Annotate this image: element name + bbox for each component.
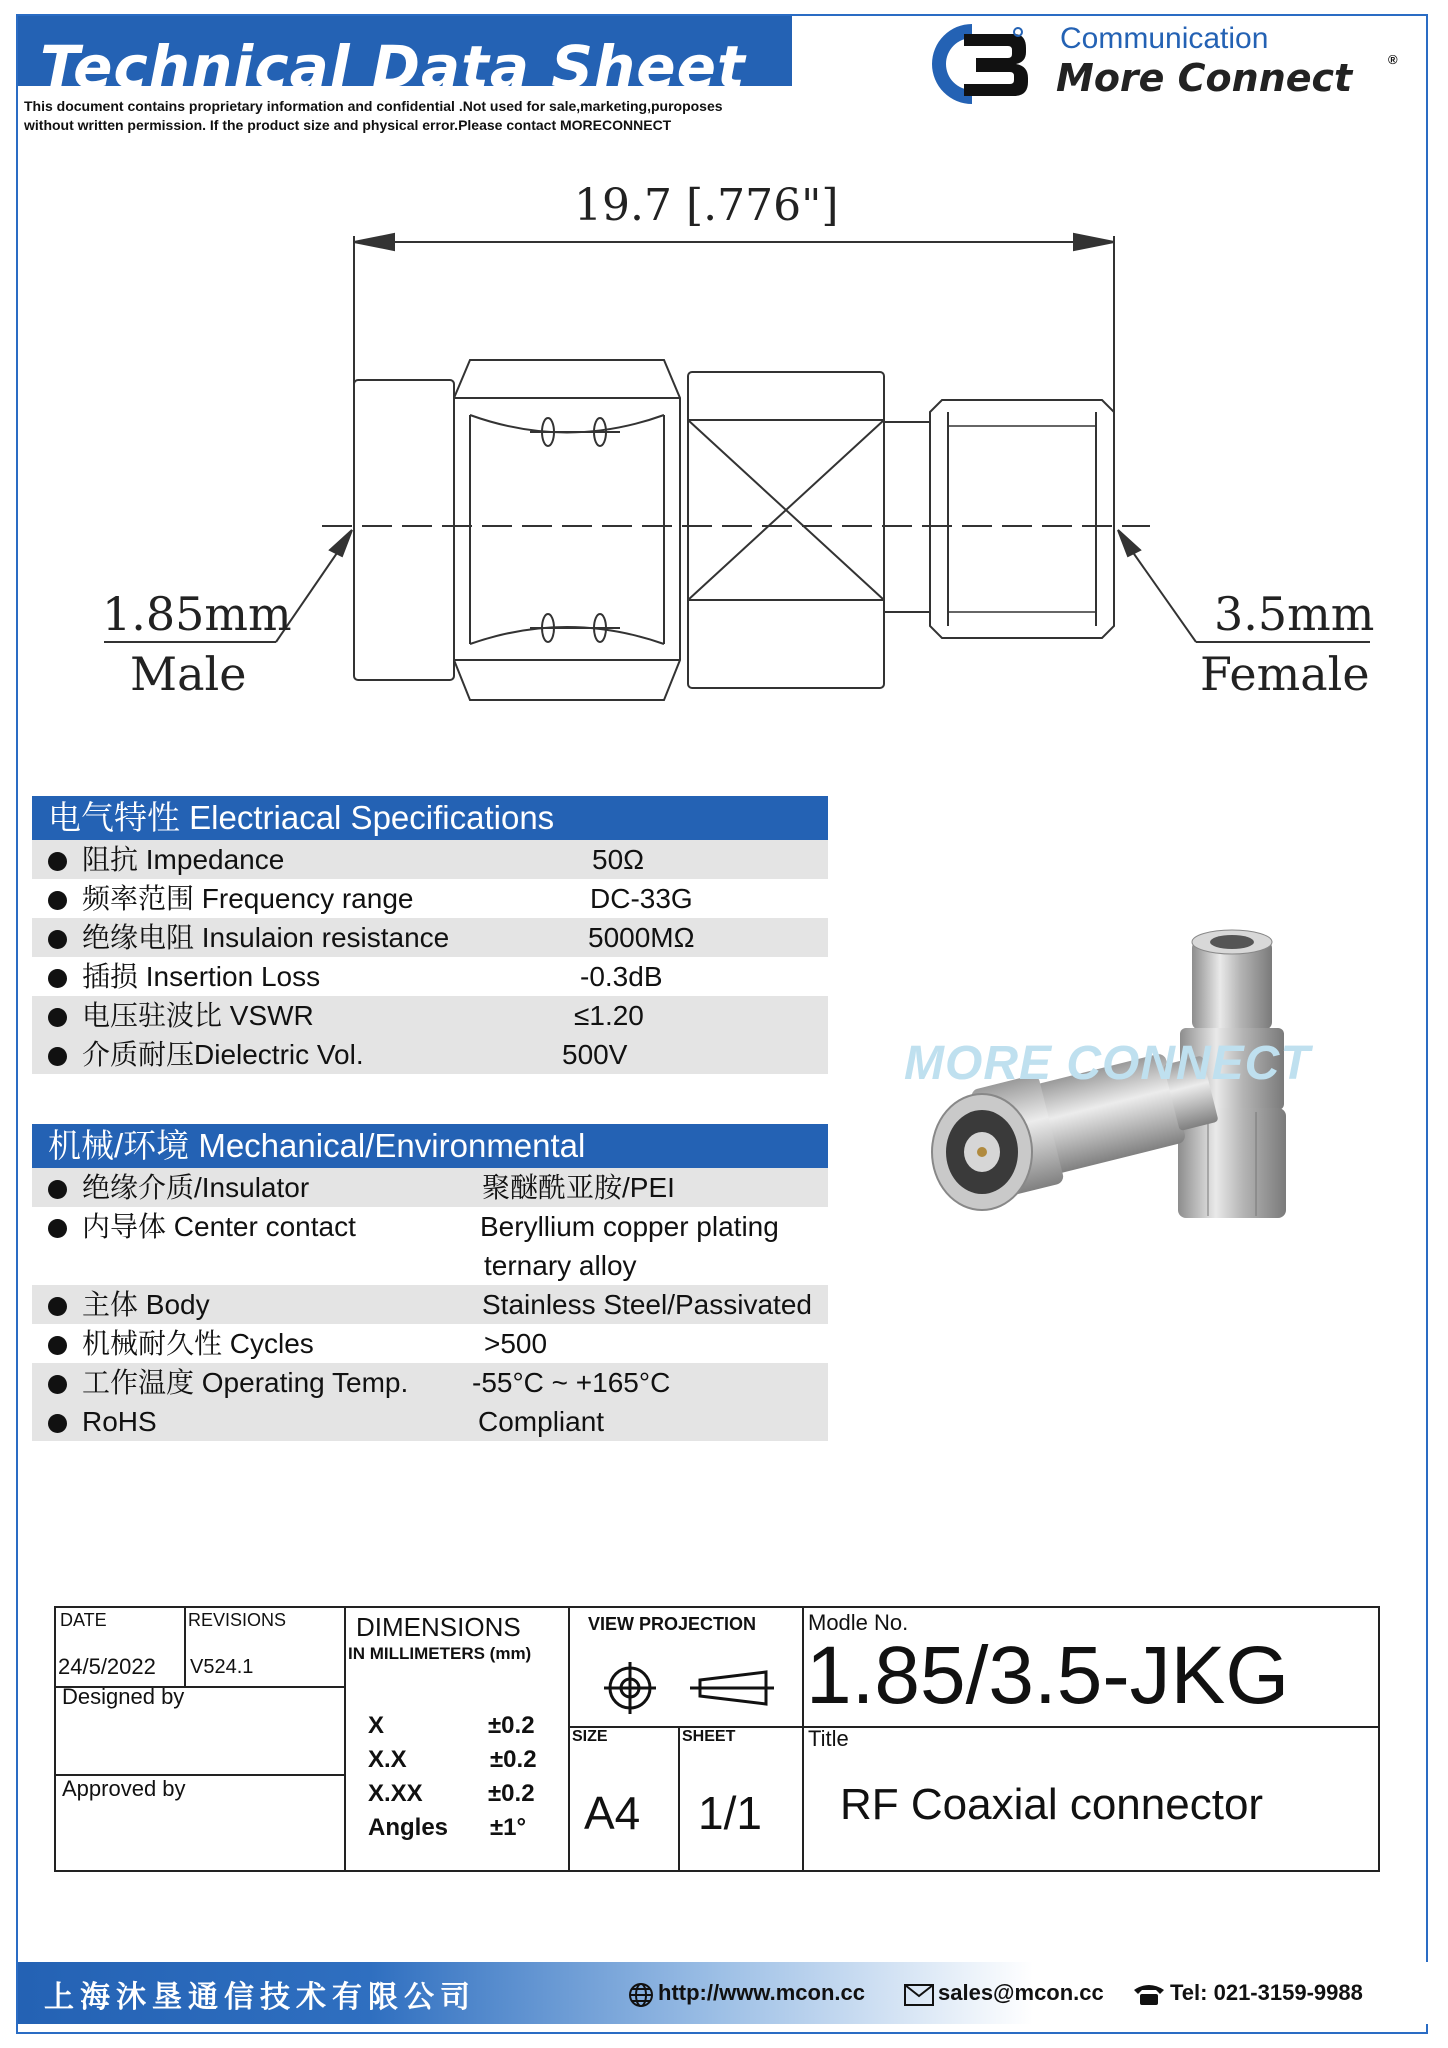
- spec-label: 电压驻波比 VSWR: [82, 1000, 314, 1031]
- spec-value: DC-33G: [590, 883, 693, 914]
- spec-row: [32, 1035, 828, 1074]
- tolerance-value: ±1°: [490, 1814, 527, 1841]
- spec-value: -55°C ~ +165°C: [472, 1367, 671, 1398]
- revisions-label: REVISIONS: [188, 1610, 287, 1630]
- spec-label: 内导体 Center contact: [82, 1211, 356, 1242]
- spec-label: 绝缘电阻 Insulaion resistance: [82, 922, 450, 953]
- spec-row: [32, 1285, 828, 1324]
- watermark: MORE CONNECT: [904, 1037, 1311, 1090]
- mechanical-heading: 机械/环境 Mechanical/Environmental: [32, 1124, 828, 1168]
- phone-number: Tel: 021-3159-9988: [1170, 1980, 1363, 2005]
- left-gender-label: Male: [130, 647, 247, 701]
- phone-icon: [1132, 1982, 1166, 2006]
- spec-label: 阻抗 Impedance: [82, 844, 285, 875]
- spec-row: [32, 1363, 828, 1402]
- spec-value: 聚醚酰亚胺/PEI: [482, 1172, 675, 1203]
- title-bar: [18, 16, 792, 101]
- spec-label: RoHS: [82, 1406, 157, 1437]
- spec-value: >500: [484, 1328, 548, 1359]
- registered-mark: ®: [1388, 52, 1398, 67]
- disclaimer-line-2: without written permission. If the product size and physical error.Please contact MORECONNECT: [24, 117, 672, 133]
- bullet-icon: [48, 1336, 67, 1355]
- approved-by-label: Approved by: [62, 1776, 186, 1801]
- spec-row: [32, 1168, 828, 1207]
- spec-value: 50Ω: [592, 844, 645, 875]
- date-label: DATE: [60, 1610, 107, 1630]
- title-value: RF Coaxial connector: [840, 1780, 1264, 1829]
- email-link[interactable]: sales@mcon.cc: [938, 1980, 1104, 2005]
- spec-row: [32, 918, 828, 957]
- bullet-icon: [48, 1047, 67, 1066]
- spec-row: [32, 1324, 828, 1363]
- spec-label: 绝缘介质/Insulator: [82, 1172, 310, 1203]
- bullet-icon: [48, 969, 67, 988]
- mechanical-spec-table: [32, 1124, 828, 1441]
- spec-value: Stainless Steel/Passivated: [482, 1289, 812, 1320]
- model-label: Modle No.: [808, 1610, 909, 1635]
- spec-value-line-2: ternary alloy: [484, 1250, 637, 1281]
- tolerance-value: ±0.2: [490, 1746, 537, 1773]
- disclaimer-line-1: This document contains proprietary information and confidential .Not used for sale,marketing,puroposes: [24, 98, 723, 114]
- title-label: Title: [808, 1726, 849, 1751]
- model-value: 1.85/3.5-JKG: [806, 1630, 1290, 1721]
- spec-row: [32, 957, 828, 996]
- brand-communication: Communication: [1060, 22, 1269, 55]
- bullet-icon: [48, 1414, 67, 1433]
- spec-label: 介质耐压Dielectric Vol.: [82, 1039, 364, 1070]
- dimensions-unit: IN MILLIMETERS (mm): [348, 1644, 532, 1663]
- spec-label: 频率范围 Frequency range: [82, 883, 414, 914]
- spec-value: 500V: [562, 1039, 628, 1070]
- page-title: Technical Data Sheet: [40, 33, 746, 101]
- website-link[interactable]: http://www.mcon.cc: [658, 1980, 865, 2005]
- view-projection-label: VIEW PROJECTION: [588, 1614, 757, 1634]
- tolerance-key: X: [368, 1712, 385, 1739]
- brand-more-connect: More Connect: [1056, 56, 1353, 100]
- tolerance-key: Angles: [368, 1814, 449, 1841]
- spec-label: 工作温度 Operating Temp.: [82, 1367, 409, 1398]
- bullet-icon: [48, 1008, 67, 1027]
- dimensions-label: DIMENSIONS: [356, 1612, 521, 1642]
- size-value: A4: [584, 1787, 641, 1839]
- bullet-icon: [48, 1297, 67, 1316]
- spec-row: [32, 879, 828, 918]
- spec-row: [32, 840, 828, 879]
- company-name: 上海沐垦通信技术有限公司: [44, 1980, 476, 2015]
- spec-label: 插损 Insertion Loss: [82, 961, 321, 992]
- bullet-icon: [48, 852, 67, 871]
- mail-icon: [904, 1984, 934, 2006]
- spec-row: [32, 1207, 828, 1285]
- bullet-icon: [48, 1219, 67, 1238]
- electrical-spec-table: [32, 796, 828, 1074]
- overall-dimension: 19.7 [.776"]: [574, 180, 839, 231]
- spec-value: 5000MΩ: [588, 922, 695, 953]
- spec-value: ≤1.20: [574, 1000, 644, 1031]
- spec-label: 主体 Body: [82, 1289, 210, 1320]
- mc-logo-icon: [914, 20, 1032, 108]
- right-size-label: 3.5mm: [1214, 587, 1375, 641]
- electrical-heading: 电气特性 Electriacal Specifications: [32, 796, 828, 840]
- tolerance-key: X.X: [368, 1746, 407, 1773]
- projection-symbol-icon: [590, 1652, 780, 1722]
- right-gender-label: Female: [1200, 647, 1370, 701]
- connector-drawing: [0, 160, 1448, 720]
- title-block: [54, 1606, 1380, 1872]
- spec-row: [32, 1402, 828, 1441]
- globe-icon: [628, 1982, 654, 2008]
- bullet-icon: [48, 1180, 67, 1199]
- tolerance-key: X.XX: [368, 1780, 423, 1807]
- sheet-label: SHEET: [682, 1728, 736, 1745]
- disclaimer: [24, 97, 804, 135]
- spec-value: Compliant: [478, 1406, 605, 1437]
- tolerance-value: ±0.2: [488, 1780, 535, 1807]
- date-value: 24/5/2022: [58, 1654, 156, 1679]
- revisions-value: V524.1: [190, 1656, 254, 1678]
- spec-value: Beryllium copper plating: [480, 1211, 779, 1242]
- bullet-icon: [48, 930, 67, 949]
- left-size-label: 1.85mm: [102, 587, 292, 641]
- tolerance-value: ±0.2: [488, 1712, 535, 1739]
- spec-value: -0.3dB: [580, 961, 663, 992]
- spec-row: [32, 996, 828, 1035]
- designed-by-label: Designed by: [62, 1684, 185, 1709]
- sheet-value: 1/1: [698, 1787, 762, 1839]
- size-label: SIZE: [572, 1728, 608, 1745]
- spec-label: 机械耐久性 Cycles: [82, 1328, 314, 1359]
- bullet-icon: [48, 891, 67, 910]
- bullet-icon: [48, 1375, 67, 1394]
